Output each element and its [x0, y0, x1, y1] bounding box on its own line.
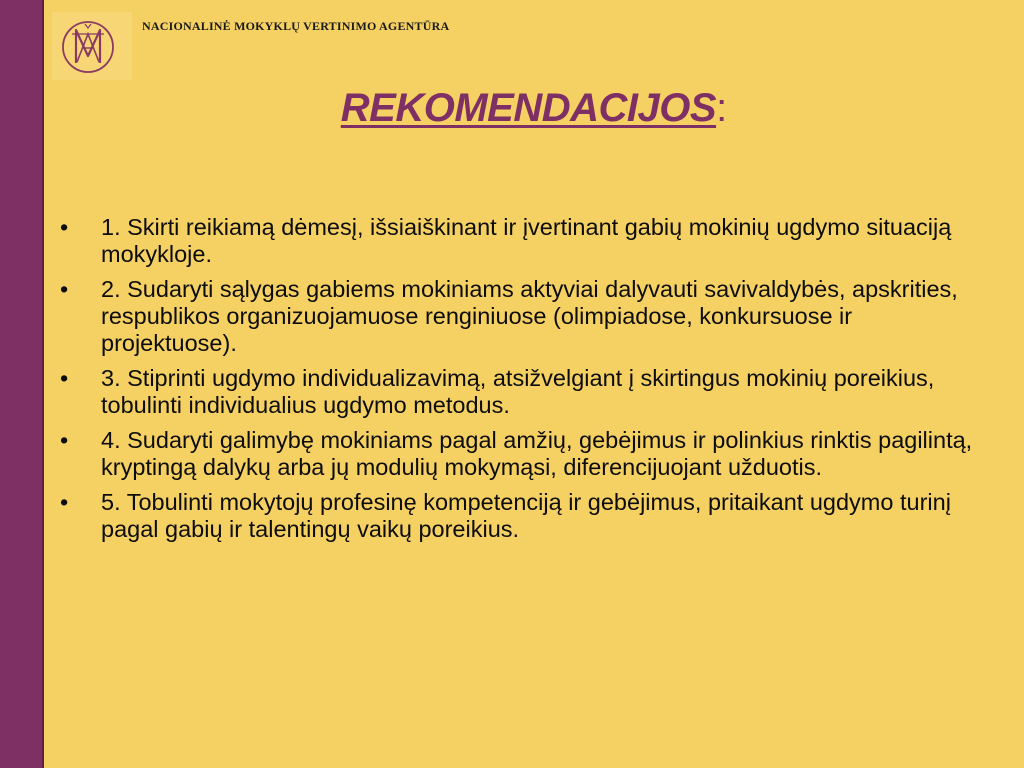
recommendation-item-3: [58, 365, 988, 419]
recommendation-text: 3. Stiprinti ugdymo individualizavimą, atsižvelgiant į skirtingus mokinių poreikius, tobulinti individualius ugdymo metodus.: [101, 365, 935, 418]
recommendation-text: 2. Sudaryti sąlygas gabiems mokiniams aktyviai dalyvauti savivaldybės, apskrities, respublikos organizuojamuose renginiuose (olimpiadose, konkursuose ir projektuose).: [101, 276, 958, 356]
slide-title: REKOMENDACIJOS: [340, 86, 717, 130]
recommendation-text: 5. Tobulinti mokytojų profesinę kompetenciją ir gebėjimus, pritaikant ugdymo turinį pagal gabių ir talentingų vaikų poreikius.: [101, 489, 951, 542]
slide-title-colon: :: [716, 86, 728, 130]
bullet-icon: •: [60, 276, 69, 302]
recommendation-text: 4. Sudaryti galimybę mokiniams pagal amžių, gebėjimus ir polinkius rinktis pagilintą, kryptingą dalykų arba jų modulių mokymąsi, diferencijuojant užduotis.: [101, 427, 973, 480]
bullet-icon: •: [60, 214, 69, 240]
bullet-icon: •: [60, 365, 69, 391]
agency-name: NACIONALINĖ MOKYKLŲ VERTINIMO AGENTŪRA: [142, 19, 450, 33]
recommendation-text: 1. Skirti reikiamą dėmesį, išsiaiškinant ir įvertinant gabių mokinių ugdymo situaciją mokykloje.: [101, 214, 952, 267]
recommendation-item-2: [58, 276, 988, 357]
recommendation-item-1: [58, 214, 988, 268]
agency-logo: [52, 12, 132, 80]
slide-title-container: [0, 86, 1024, 131]
recommendation-item-5: [58, 489, 988, 543]
nmva-monogram-icon: [52, 12, 132, 80]
recommendation-item-4: [58, 427, 988, 481]
bullet-icon: •: [60, 427, 69, 453]
recommendations-list: [58, 214, 988, 551]
bullet-icon: •: [60, 489, 69, 515]
